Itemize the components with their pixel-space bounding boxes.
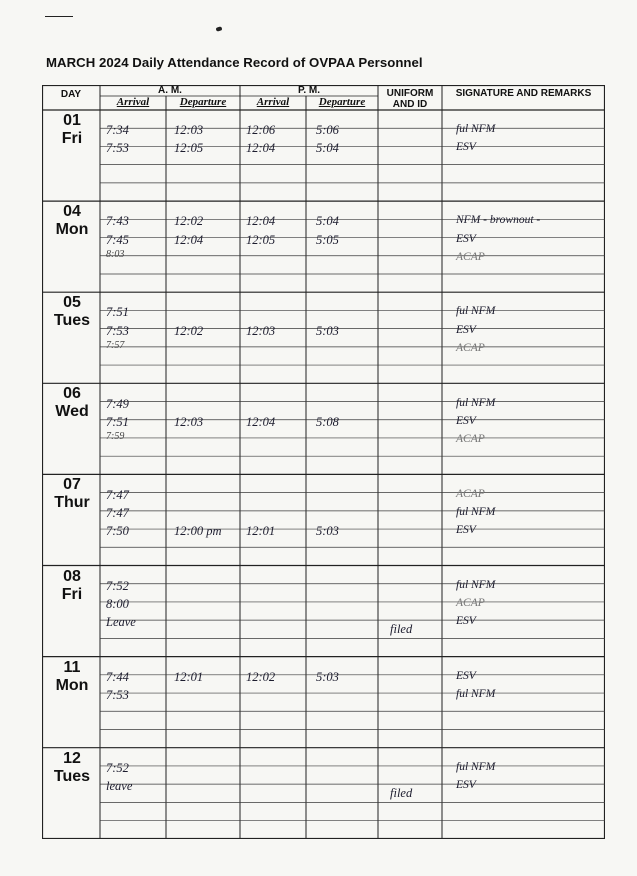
header-am-arrival: Arrival [116, 96, 150, 108]
am-arrival-entry: 8:03 [106, 248, 125, 260]
pm-arrival-entry: 12:06 [246, 123, 276, 138]
day-number: 08 [63, 567, 81, 585]
am-arrival-entry: Leave [106, 615, 136, 630]
pm-arrival-entry: 12:01 [246, 524, 276, 539]
day-name: Thur [54, 494, 90, 512]
signature-entry: ful NFM [456, 123, 496, 136]
signature-entry: ESV [456, 615, 476, 628]
signature-entry: ful NFM [456, 305, 496, 318]
pm-departure-entry: 5:03 [316, 323, 339, 338]
am-arrival-entry: 7:57 [106, 339, 125, 351]
attendance-table [42, 85, 605, 839]
pm-departure-entry: 5:04 [316, 214, 339, 229]
am-arrival-entry: 7:47 [106, 487, 129, 502]
signature-entry: ESV [456, 524, 476, 537]
day-name: Fri [61, 130, 83, 147]
am-departure-entry: 12:02 [174, 214, 204, 229]
am-departure-entry: 12:04 [174, 232, 204, 247]
signature-entry: ACAP [456, 341, 485, 354]
day-name: Tues [53, 312, 91, 330]
uniform-entry: filed [390, 786, 413, 801]
day-number: 11 [63, 658, 81, 676]
signature-entry: ESV [456, 414, 476, 427]
am-arrival-entry: 7:52 [106, 578, 129, 593]
pm-arrival-entry: 12:04 [246, 141, 276, 156]
day-number: 04 [63, 203, 81, 221]
table-border [43, 86, 605, 839]
pm-arrival-entry: 12:03 [246, 323, 276, 338]
am-arrival-entry: 7:50 [106, 524, 129, 539]
pm-arrival-entry: 12:04 [246, 414, 276, 429]
signature-entry: ESV [456, 323, 476, 336]
signature-entry: ACAP [456, 596, 485, 609]
am-arrival-entry: 8:00 [106, 596, 129, 611]
ink-dot [216, 26, 223, 31]
am-arrival-entry: 7:44 [106, 669, 129, 684]
day-name: Fri [61, 585, 83, 603]
pm-departure-entry: 5:03 [316, 524, 339, 539]
signature-entry: ful NFM [456, 688, 496, 701]
signature-entry: ESV [456, 232, 476, 245]
am-departure-entry: 12:05 [174, 141, 204, 156]
header-pm: P. M. [297, 85, 321, 96]
signature-entry: ACAP [456, 250, 485, 263]
pm-departure-entry: 5:04 [316, 141, 339, 156]
am-departure-entry: 12:03 [174, 123, 204, 138]
header-pm-arrival: Arrival [256, 96, 290, 108]
day-number: 01 [63, 112, 81, 129]
am-arrival-entry: 7:47 [106, 505, 129, 520]
day-number: 12 [63, 749, 81, 767]
day-number: 07 [63, 476, 81, 494]
signature-entry: ful NFM [456, 578, 496, 591]
am-arrival-entry: 7:53 [106, 141, 129, 156]
pen-mark [45, 16, 73, 17]
pm-arrival-entry: 12:02 [246, 669, 276, 684]
pm-departure-entry: 5:08 [316, 414, 339, 429]
day-number: 06 [63, 385, 81, 403]
pm-departure-entry: 5:03 [316, 669, 339, 684]
day-number: 05 [63, 294, 81, 312]
signature-entry: NFM - brownout - [456, 214, 541, 227]
am-arrival-entry: 7:53 [106, 323, 129, 338]
signature-entry: ESV [456, 779, 476, 792]
am-arrival-entry: 7:59 [106, 430, 125, 442]
uniform-entry: filed [390, 622, 413, 637]
am-arrival-entry: 7:53 [106, 688, 129, 703]
am-arrival-entry: 7:34 [106, 123, 129, 138]
am-departure-entry: 12:03 [174, 414, 204, 429]
pm-arrival-entry: 12:04 [246, 214, 276, 229]
header-am: A. M. [158, 85, 182, 96]
signature-entry: ful NFM [456, 760, 496, 773]
pm-arrival-entry: 12:05 [246, 232, 276, 247]
am-arrival-entry: 7:51 [106, 305, 129, 320]
am-arrival-entry: 7:49 [106, 396, 129, 411]
day-name: Mon [55, 676, 89, 694]
signature-entry: ACAP [456, 432, 485, 445]
am-departure-entry: 12:02 [174, 323, 204, 338]
header-uniform: UNIFORM AND ID [386, 88, 434, 110]
signature-entry: ful NFM [456, 505, 496, 518]
am-arrival-entry: leave [106, 779, 133, 794]
header-pm-departure: Departure [318, 96, 366, 108]
am-arrival-entry: 7:45 [106, 232, 129, 247]
day-name: Wed [55, 403, 89, 421]
am-departure-entry: 12:00 pm [174, 524, 222, 539]
day-name: Tues [53, 767, 91, 785]
day-name: Mon [55, 221, 89, 239]
signature-entry: ACAP [456, 487, 485, 500]
am-arrival-entry: 7:51 [106, 414, 129, 429]
table-grid [42, 85, 605, 839]
header-am-departure: Departure [179, 96, 227, 108]
signature-entry: ESV [456, 141, 476, 154]
header-day: DAY [60, 89, 82, 100]
pm-departure-entry: 5:06 [316, 123, 339, 138]
signature-entry: ful NFM [456, 396, 496, 409]
am-arrival-entry: 7:52 [106, 760, 129, 775]
signature-entry: ESV [456, 669, 476, 682]
am-departure-entry: 12:01 [174, 669, 204, 684]
am-arrival-entry: 7:43 [106, 214, 129, 229]
header-signature: SIGNATURE AND REMARKS [455, 88, 592, 99]
pm-departure-entry: 5:05 [316, 232, 339, 247]
page-title: MARCH 2024 Daily Attendance Record of OVPAA Personnel [46, 55, 423, 70]
